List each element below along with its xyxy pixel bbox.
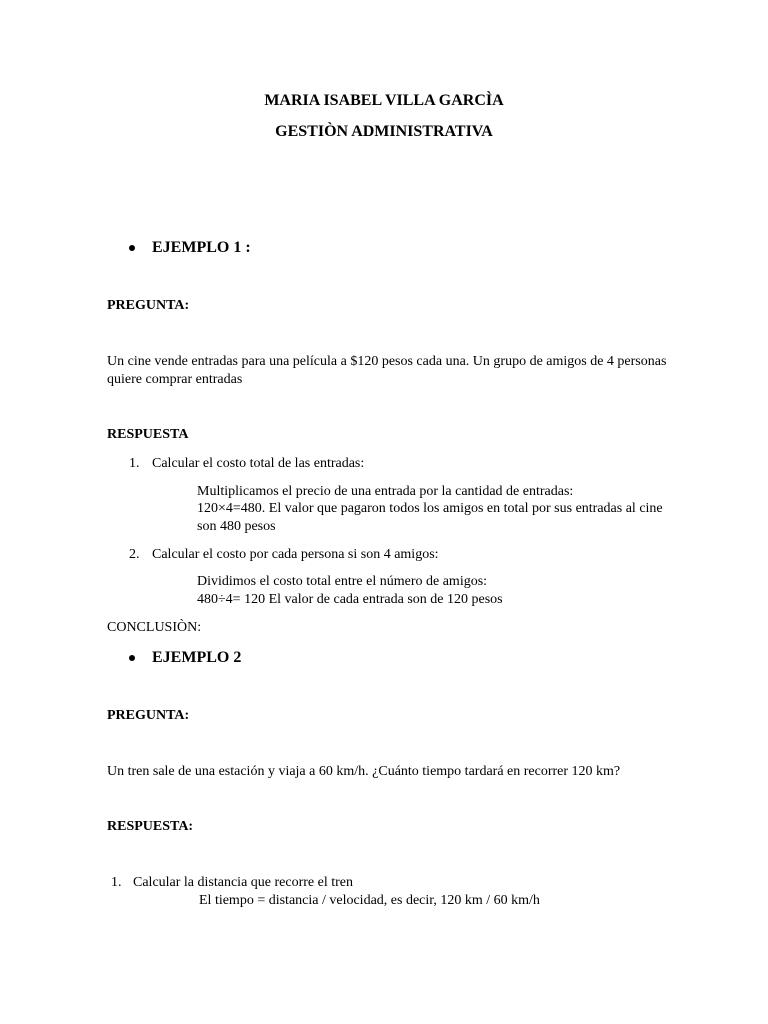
step-detail-line: Dividimos el costo total entre el número de amigos: (197, 574, 488, 589)
author-name: MARIA ISABEL VILLA GARCÌA (264, 92, 504, 109)
example-2-heading: EJEMPLO 2 (152, 649, 242, 666)
conclusion-label: CONCLUSIÒN: (107, 620, 202, 635)
example-1-answer-label: RESPUESTA (107, 427, 189, 442)
step-number: 1. (129, 456, 140, 471)
subject-title: GESTIÒN ADMINISTRATIVA (275, 123, 493, 140)
step-detail-line: 480÷4= 120 El valor de cada entrada son de 120 pesos (197, 592, 503, 607)
example-2-question-label: PREGUNTA: (107, 708, 190, 723)
step-title: Calcular el costo por cada persona si son 4 amigos: (152, 547, 439, 562)
step-title: Calcular la distancia que recorre el tren (133, 875, 353, 890)
step-detail-line: Multiplicamos el precio de una entrada por la cantidad de entradas: (197, 484, 574, 499)
bullet-icon (129, 245, 135, 251)
step-detail-line: son 480 pesos (197, 519, 276, 534)
example-2-answer-label: RESPUESTA: (107, 819, 194, 834)
step-detail-line: 120×4=480. El valor que pagaron todos los amigos en total por sus entradas al cine (197, 501, 663, 516)
example-1-heading: EJEMPLO 1 : (152, 239, 251, 256)
example-1-question-line-2: quiere comprar entradas (107, 372, 243, 387)
example-1-question-line-1: Un cine vende entradas para una película a $120 pesos cada una. Un grupo de amigos de 4 personas (107, 354, 667, 369)
example-1-question-label: PREGUNTA: (107, 298, 190, 313)
bullet-icon (129, 655, 135, 661)
example-2-question-text: Un tren sale de una estación y viaja a 60 km/h. ¿Cuánto tiempo tardará en recorrer 120 km? (107, 764, 621, 779)
step-number: 1. (111, 875, 122, 890)
step-title: Calcular el costo total de las entradas: (152, 456, 365, 471)
step-detail-line: El tiempo = distancia / velocidad, es decir, 120 km / 60 km/h (199, 893, 540, 908)
step-number: 2. (129, 547, 140, 562)
